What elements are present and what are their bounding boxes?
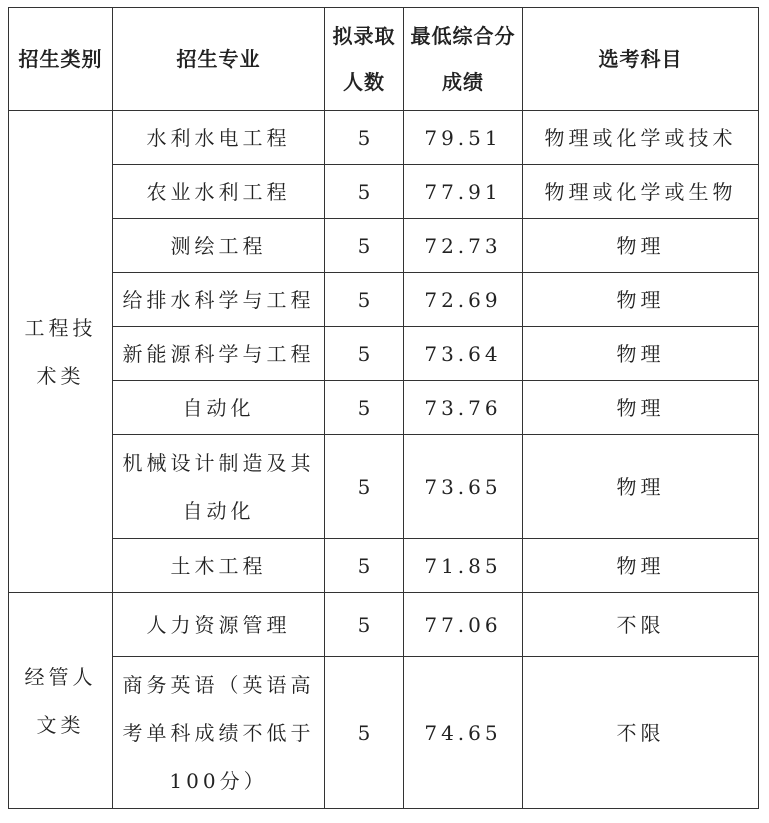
admissions-table (8, 7, 759, 809)
major-cell: 给排水科学与工程 (113, 273, 325, 327)
header-major: 招生专业 (113, 8, 325, 111)
subjects-cell: 物理 (523, 381, 759, 435)
subjects-cell: 物理 (523, 435, 759, 539)
major-cell: 农业水利工程 (113, 165, 325, 219)
major-cell: 新能源科学与工程 (113, 327, 325, 381)
quota-cell: 5 (325, 539, 404, 593)
major-cell: 人力资源管理 (113, 593, 325, 657)
table-row (9, 165, 759, 219)
score-cell: 73.65 (404, 435, 523, 539)
quota-cell: 5 (325, 657, 404, 809)
major-cell: 商务英语（英语高考单科成绩不低于100分） (113, 657, 325, 809)
table-row (9, 381, 759, 435)
table-row (9, 435, 759, 539)
category-cell-engineering: 工程技术类 (9, 111, 113, 593)
header-min-score: 最低综合分成绩 (404, 8, 523, 111)
quota-cell: 5 (325, 219, 404, 273)
quota-cell: 5 (325, 327, 404, 381)
score-cell: 72.73 (404, 219, 523, 273)
major-cell: 测绘工程 (113, 219, 325, 273)
table-row (9, 657, 759, 809)
quota-cell: 5 (325, 111, 404, 165)
score-cell: 73.64 (404, 327, 523, 381)
header-quota: 拟录取人数 (325, 8, 404, 111)
category-cell-management: 经管人文类 (9, 593, 113, 809)
quota-cell: 5 (325, 165, 404, 219)
score-cell: 71.85 (404, 539, 523, 593)
major-cell: 水利水电工程 (113, 111, 325, 165)
header-subjects: 选考科目 (523, 8, 759, 111)
major-cell: 机械设计制造及其自动化 (113, 435, 325, 539)
subjects-cell: 物理或化学或生物 (523, 165, 759, 219)
table-row (9, 219, 759, 273)
score-cell: 77.91 (404, 165, 523, 219)
score-cell: 77.06 (404, 593, 523, 657)
header-category: 招生类别 (9, 8, 113, 111)
subjects-cell: 物理 (523, 273, 759, 327)
major-cell: 自动化 (113, 381, 325, 435)
quota-cell: 5 (325, 435, 404, 539)
subjects-cell: 物理 (523, 219, 759, 273)
subjects-cell: 不限 (523, 657, 759, 809)
score-cell: 73.76 (404, 381, 523, 435)
quota-cell: 5 (325, 273, 404, 327)
table-row (9, 327, 759, 381)
table-row (9, 111, 759, 165)
subjects-cell: 不限 (523, 593, 759, 657)
major-cell: 土木工程 (113, 539, 325, 593)
score-cell: 74.65 (404, 657, 523, 809)
score-cell: 72.69 (404, 273, 523, 327)
table-row (9, 273, 759, 327)
subjects-cell: 物理 (523, 327, 759, 381)
subjects-cell: 物理或化学或技术 (523, 111, 759, 165)
quota-cell: 5 (325, 381, 404, 435)
header-row (9, 8, 759, 111)
table-row (9, 539, 759, 593)
subjects-cell: 物理 (523, 539, 759, 593)
table-row (9, 593, 759, 657)
quota-cell: 5 (325, 593, 404, 657)
score-cell: 79.51 (404, 111, 523, 165)
